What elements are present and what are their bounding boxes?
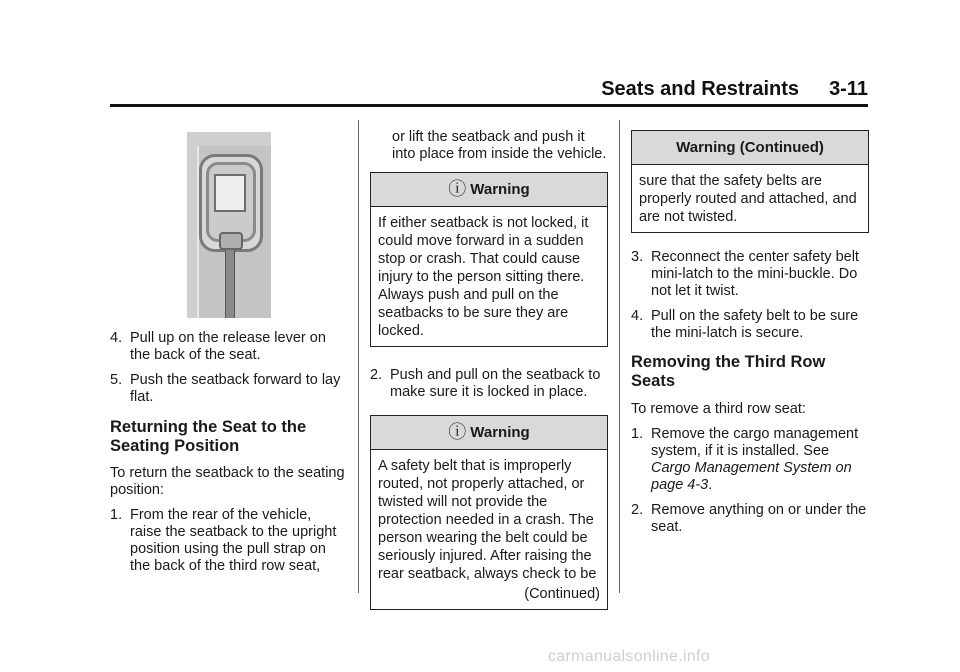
column-divider (619, 120, 620, 593)
warning-box (370, 415, 608, 610)
warning-body: sure that the safety belts are properly routed and attached, and are not twisted. (639, 173, 857, 225)
warning-box (370, 172, 608, 347)
continued-label: (Continued) (524, 586, 600, 602)
list-item: 3. Reconnect the center safety belt mini-latch to the mini-buckle. Do not let it twist. (631, 249, 859, 299)
list-item: 5. Push the seatback forward to lay flat. (110, 372, 341, 405)
intro-text: To remove a third row seat: (631, 401, 806, 417)
column-1 (110, 330, 345, 583)
list-item: 2. Remove anything on or under the seat. (631, 502, 867, 535)
watermark: carmanualsonline.info (548, 648, 710, 665)
page-number: 3-11 (829, 78, 868, 100)
section-title: Seats and Restraints (601, 78, 800, 100)
column-divider (358, 120, 359, 593)
warning-body: A safety belt that is improperly routed, not properly attached, or twisted will not provide the protection needed in a crash. The person wearing the belt could be seriously injured. After raising the rear seatback, always check to be (Continued) (378, 458, 600, 602)
list-item: 4. Pull on the safety belt to be sure the mini-latch is secure. (631, 308, 859, 341)
intro-text: To return the seatback to the seating position: (110, 465, 345, 498)
continued-text: or lift the seatback and push it into place from inside the vehicle. (392, 129, 607, 162)
cross-reference-link[interactable]: Cargo Management System on page 4-3 (651, 460, 852, 493)
warning-icon: ⓘ (448, 422, 467, 442)
warning-box (631, 130, 869, 233)
section-heading: Returning the Seat to the Seating Position (110, 418, 307, 455)
column-3 (631, 130, 869, 544)
warning-body: If either seatback is not locked, it could move forward in a sudden stop or crash. That could cause injury to the person sitting there. Always push and pull on the seatbacks to be sure they are locked. (378, 215, 589, 339)
warning-header: Warning (Continued) (632, 131, 868, 165)
section-heading: Removing the Third Row Seats (631, 353, 826, 390)
list-item: 1. From the rear of the vehicle, raise the seatback to the upright position using the pull strap on the back of the third row seat, (110, 507, 337, 574)
seat-release-lever-illustration (187, 132, 271, 318)
warning-header: ⓘ Warning (371, 173, 607, 207)
column-2 (370, 129, 608, 610)
page-header (110, 78, 868, 107)
list-item: 2. Push and pull on the seatback to make sure it is locked in place. (370, 367, 601, 400)
list-item: 4. Pull up on the release lever on the back of the seat. (110, 330, 326, 363)
list-item: 1. Remove the cargo management system, if it is installed. See Cargo Management System on page 4-3. (631, 426, 859, 493)
warning-header: ⓘ Warning (371, 416, 607, 450)
warning-icon: ⓘ (448, 179, 467, 199)
